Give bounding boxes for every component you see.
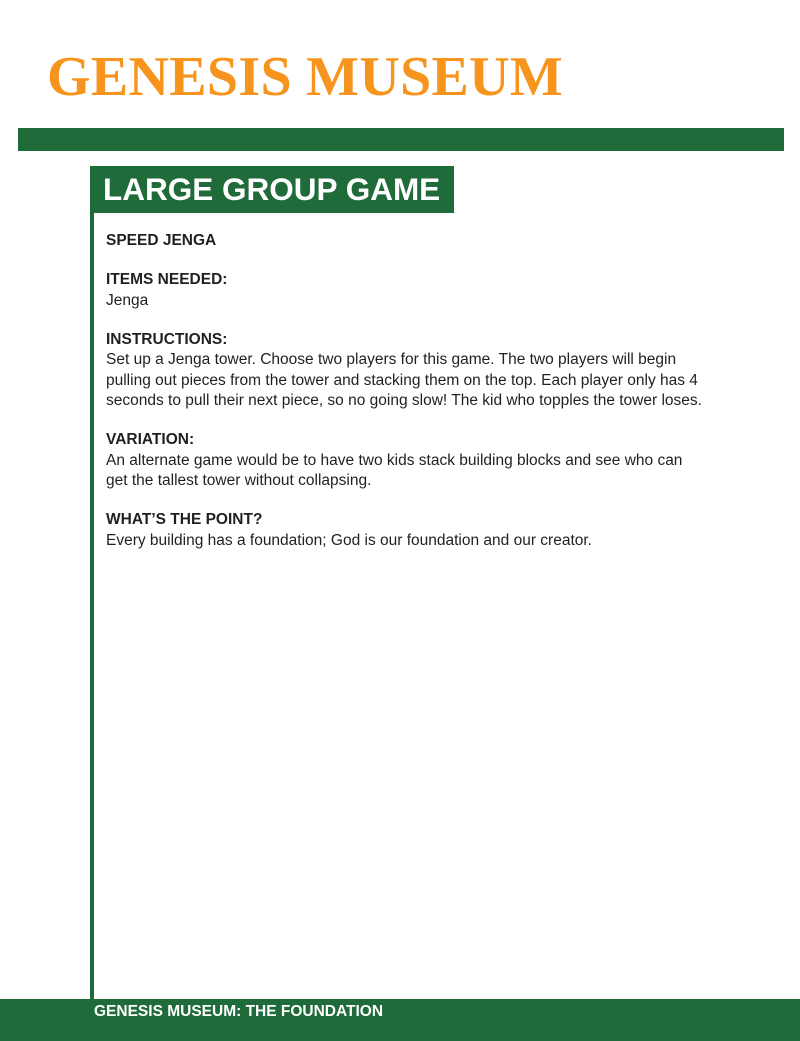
- game-content: [106, 231, 746, 570]
- masthead-title: GENESIS MUSEUM: [47, 46, 564, 108]
- game-name-block: [106, 231, 746, 252]
- left-vertical-rule: [90, 166, 94, 1000]
- top-divider-bar: [18, 128, 784, 151]
- instructions-line: Set up a Jenga tower. Choose two players for this game. The two players will begin: [106, 351, 677, 368]
- variation-block: [106, 430, 746, 492]
- variation-heading: VARIATION:: [106, 431, 195, 448]
- variation-line: get the tallest tower without collapsing.: [106, 472, 372, 489]
- items-block: [106, 270, 746, 311]
- game-name: SPEED JENGA: [106, 232, 217, 249]
- point-heading: WHAT’S THE POINT?: [106, 511, 263, 528]
- footer-text: GENESIS MUSEUM: THE FOUNDATION: [94, 1003, 384, 1020]
- section-title: LARGE GROUP GAME: [103, 171, 441, 207]
- instructions-line: pulling out pieces from the tower and stacking them on the top. Each player only has 4: [106, 371, 698, 389]
- instructions-heading: INSTRUCTIONS:: [106, 330, 228, 348]
- instructions-line: seconds to pull their next piece, so no going slow! The kid who topples the tower loses.: [106, 392, 702, 409]
- items-text: Jenga: [106, 291, 149, 309]
- footer-bar: [0, 999, 800, 1041]
- variation-line: An alternate game would be to have two kids stack building blocks and see who can: [106, 451, 683, 469]
- section-title-tab: [90, 166, 454, 213]
- point-text: Every building has a foundation; God is our foundation and our creator.: [106, 531, 592, 549]
- point-block: [106, 510, 746, 551]
- items-heading: ITEMS NEEDED:: [106, 271, 228, 288]
- instructions-block: [106, 330, 746, 412]
